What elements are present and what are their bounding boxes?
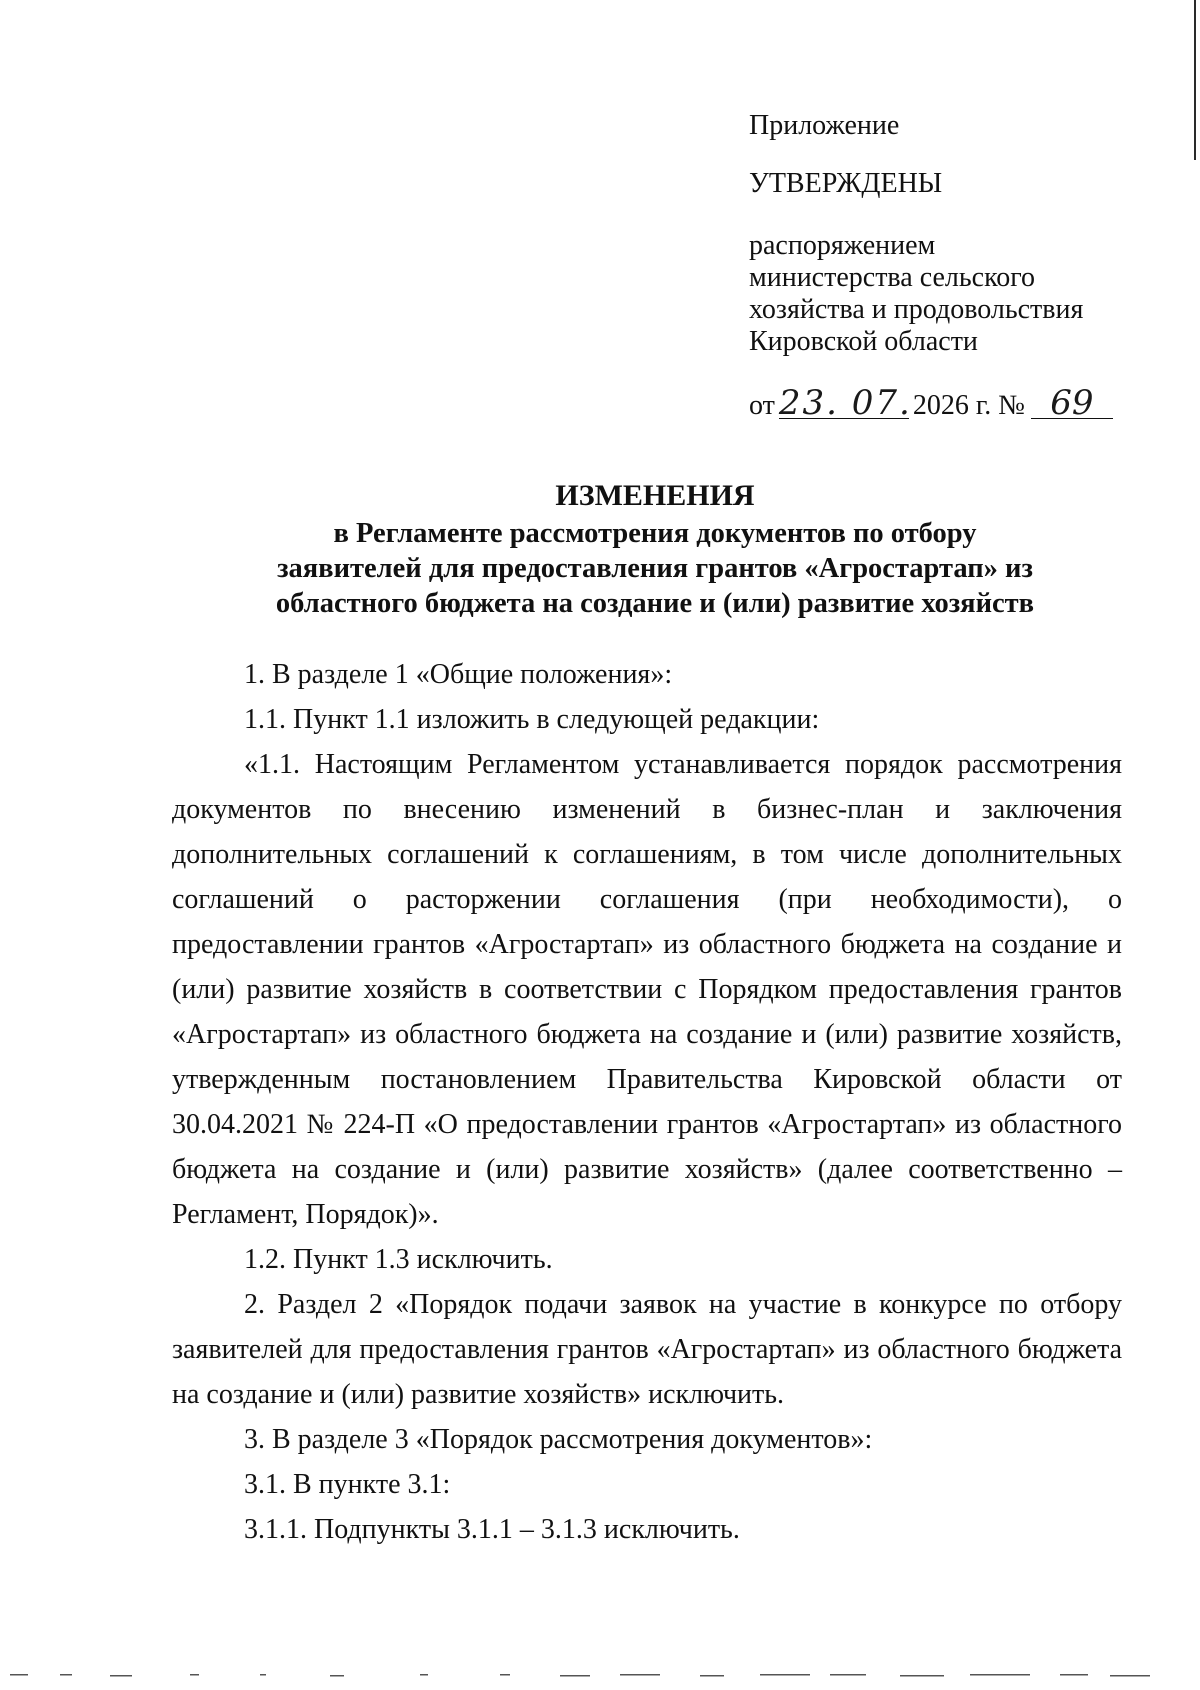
handwritten-number: 69	[1031, 388, 1113, 419]
title-heading: ИЗМЕНЕНИЯ	[555, 479, 755, 512]
scan-edge-line	[1194, 0, 1196, 160]
paragraph: 3.1. В пункте 3.1:	[244, 1469, 451, 1500]
title-subtitle-line: в Регламенте рассмотрения документов по отбору	[333, 518, 977, 549]
issuer-line: распоряжением	[749, 230, 936, 261]
document-body	[172, 652, 1122, 1552]
approval-block	[749, 110, 1149, 386]
issuer-line: Кировской области	[749, 326, 978, 357]
paragraph: 3.1.1. Подпункты 3.1.1 – 3.1.3 исключить.	[244, 1514, 740, 1545]
paragraph: 1. В разделе 1 «Общие положения»:	[244, 659, 673, 690]
year-number-label: 2026 г. №	[912, 390, 1025, 421]
paragraph: «1.1. Настоящим Регламентом устанавливается порядок рассмотрения документов по внесению изменений в бизнес-план и заключения дополнительных соглашений к соглашениям, в том числе дополнительных соглашений о расторжении соглашения (при необходимости), о предоставлении грантов «Агростартап» из областного бюджета на создание и (или) развитие хозяйств в соответствии с Порядком предоставления грантов «Агростартап» из областного бюджета на создание и (или) развитие хозяйств, утвержденным постановлением Правительства Кировской области от 30.04.2021 № 224-П «О предоставлении грантов «Агростартап» из областного бюджета на создание и (или) развитие хозяйств» (далее соответственно – Регламент, Порядок)».	[172, 749, 1122, 1230]
date-prefix: от	[749, 390, 775, 421]
issuer-text	[749, 230, 1149, 358]
issuer-line: министерства сельского	[749, 262, 1036, 293]
document-title	[160, 476, 1150, 621]
paragraph: 1.2. Пункт 1.3 исключить.	[244, 1244, 553, 1275]
scan-noise-strip	[0, 1672, 1200, 1678]
handwritten-date: 23. 07.	[778, 383, 912, 423]
approved-label: УТВЕРЖДЕНЫ	[749, 168, 943, 199]
title-subtitle-line: областного бюджета на создание и (или) развитие хозяйств	[275, 588, 1035, 619]
paragraph: 3. В разделе 3 «Порядок рассмотрения документов»:	[244, 1424, 873, 1455]
paragraph: 2. Раздел 2 «Порядок подачи заявок на участие в конкурсе по отбору заявителей для предоставления грантов «Агростартап» из областного бюджета на создание и (или) развитие хозяйств» исключить.	[172, 1289, 1122, 1410]
order-date-number	[749, 383, 1113, 423]
issuer-line: хозяйства и продовольствия	[749, 294, 1084, 325]
title-subtitle-line: заявителей для предоставления грантов «Агростартап» из	[277, 553, 1033, 584]
appendix-label: Приложение	[749, 110, 900, 141]
paragraph: 1.1. Пункт 1.1 изложить в следующей редакции:	[244, 704, 820, 735]
